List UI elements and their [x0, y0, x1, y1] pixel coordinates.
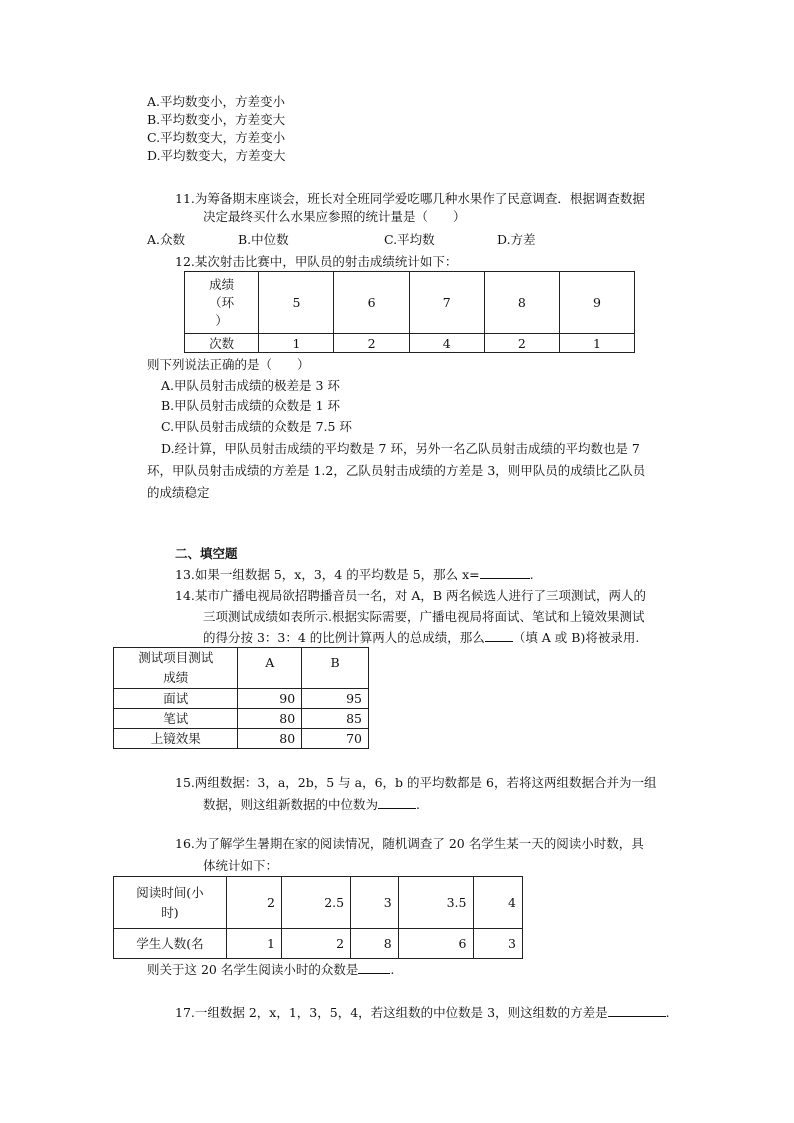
q12-score-cell: 9 [559, 272, 634, 334]
q14-score-table [113, 647, 369, 749]
q14-row-label: 笔试 [114, 709, 238, 729]
q12-count-cell: 4 [409, 334, 484, 353]
q12-count-cell: 1 [259, 334, 334, 353]
q16-stem-line1: 16.为了解学生暑期在家的阅读情况，随机调查了 20 名学生某一天的阅读小时数，具 [175, 836, 644, 851]
q14-col-b: B [302, 648, 369, 689]
q12-option-d-line3: 的成绩稳定 [147, 485, 210, 500]
q15-stem-line1: 15.两组数据：3，a，2b，5 与 a，6，b 的平均数都是 6，若将这两组数据合并为一组 [175, 775, 657, 790]
q16-hours-cell: 2 [226, 877, 281, 929]
q16-count-cell: 8 [351, 929, 399, 959]
q11-option-a: A.众数 [147, 232, 186, 247]
q16-count-cell: 1 [226, 929, 281, 959]
q16-hours-cell: 4 [473, 877, 523, 929]
q14-cell-b: 70 [302, 729, 369, 749]
q12-intro: 12.某次射击比赛中，甲队员的射击成绩统计如下： [175, 254, 458, 269]
q11-option-c: C.平均数 [384, 232, 435, 247]
q12-option-a: A.甲队员射击成绩的极差是 3 环 [161, 378, 340, 393]
table-row [114, 689, 369, 709]
q14-col-a: A [238, 648, 302, 689]
table-row [114, 709, 369, 729]
q17-answer-blank[interactable] [608, 1004, 666, 1017]
q10-option-c: C.平均数变大，方差变小 [147, 130, 286, 145]
q16-answer-blank[interactable] [358, 961, 390, 974]
q12-score-row [185, 272, 635, 334]
q12-question: 则下列说法正确的是（ ） [147, 357, 310, 372]
q17-stem: 17.一组数据 2，x，1，3，5，4，若这组数的中位数是 3，则这组数的方差是 . [175, 1005, 670, 1020]
q14-stem-line2: 三项测试成绩如表所示.根据实际需要，广播电视局将面试、笔试和上镜效果测试 [203, 609, 645, 624]
q14-stem-line3: 的得分按 3：3：4 的比例计算两人的总成绩，那么 （填 A 或 B)将被录用. [203, 630, 640, 645]
q12-score-cell: 6 [334, 272, 409, 334]
q12-score-header: 成绩 （环 ） [185, 272, 259, 334]
q16-count-row [114, 929, 523, 959]
table-row [114, 729, 369, 749]
q12-count-cell: 2 [334, 334, 409, 353]
q16-hours-cell: 3.5 [398, 877, 473, 929]
q11-option-b: B.中位数 [238, 232, 289, 247]
q16-hours-cell: 2.5 [281, 877, 350, 929]
q13-stem: 13.如果一组数据 5，x，3，4 的平均数是 5，那么 x= . [175, 567, 534, 582]
q11-option-d: D.方差 [497, 232, 536, 247]
q14-cell-a: 90 [238, 689, 302, 709]
q14-header-cell: 测试项目测试 成绩 [114, 648, 238, 689]
q12-score-cell: 5 [259, 272, 334, 334]
q12-option-d-line2: 环，甲队员射击成绩的方差是 1.2，乙队员射击成绩的方差是 3，则甲队员的成绩比乙队员 [147, 463, 646, 478]
q12-count-cell: 1 [559, 334, 634, 353]
q16-count-cell: 6 [398, 929, 473, 959]
q14-answer-blank[interactable] [485, 629, 513, 642]
q14-cell-b: 95 [302, 689, 369, 709]
q12-option-c: C.甲队员射击成绩的众数是 7.5 环 [161, 419, 352, 434]
q12-option-b: B.甲队员射击成绩的众数是 1 环 [161, 398, 341, 413]
q12-option-d-line1: D.经计算，甲队员射击成绩的平均数是 7 环，另外一名乙队员射击成绩的平均数也是 7 [161, 441, 640, 456]
q12-count-cell: 2 [484, 334, 559, 353]
q16-stem-line2: 体统计如下： [203, 858, 279, 873]
q15-answer-blank[interactable] [378, 796, 416, 809]
q12-count-row [185, 334, 635, 353]
q14-cell-a: 80 [238, 729, 302, 749]
q16-reading-table [113, 876, 523, 959]
q16-count-cell: 2 [281, 929, 350, 959]
section-title-fill-in: 二、填空题 [175, 546, 238, 561]
q14-row-label: 面试 [114, 689, 238, 709]
q14-header-row [114, 648, 369, 689]
q16-hours-row [114, 877, 523, 929]
q12-score-cell: 8 [484, 272, 559, 334]
q14-cell-a: 80 [238, 709, 302, 729]
q15-stem-line2: 数据，则这组新数据的中位数为 . [203, 797, 420, 812]
q11-stem-line2: 决定最终买什么水果应参照的统计量是（ ） [203, 209, 466, 224]
q13-answer-blank[interactable] [480, 566, 530, 579]
q16-count-header: 学生人数(名 [114, 929, 227, 959]
q16-hours-header: 阅读时间(小 时) [114, 877, 227, 929]
q16-answer-line: 则关于这 20 名学生阅读小时的众数是 . [147, 962, 395, 977]
q16-count-cell: 3 [473, 929, 523, 959]
q14-stem-line1: 14.某市广播电视局欲招聘播音员一名，对 A，B 两名候选人进行了三项测试，两人的 [175, 588, 647, 603]
q14-cell-b: 85 [302, 709, 369, 729]
q14-row-label: 上镜效果 [114, 729, 238, 749]
q12-score-table [184, 271, 635, 353]
q10-option-b: B.平均数变小，方差变大 [147, 112, 286, 127]
q12-score-cell: 7 [409, 272, 484, 334]
q10-option-a: A.平均数变小，方差变小 [147, 94, 286, 109]
q10-option-d: D.平均数变大，方差变大 [147, 148, 286, 163]
q16-hours-cell: 3 [351, 877, 399, 929]
q11-stem-line1: 11.为筹备期末座谈会，班长对全班同学爱吃哪几种水果作了民意调查．根据调查数据 [175, 191, 645, 206]
q12-count-header: 次数 [185, 334, 259, 353]
